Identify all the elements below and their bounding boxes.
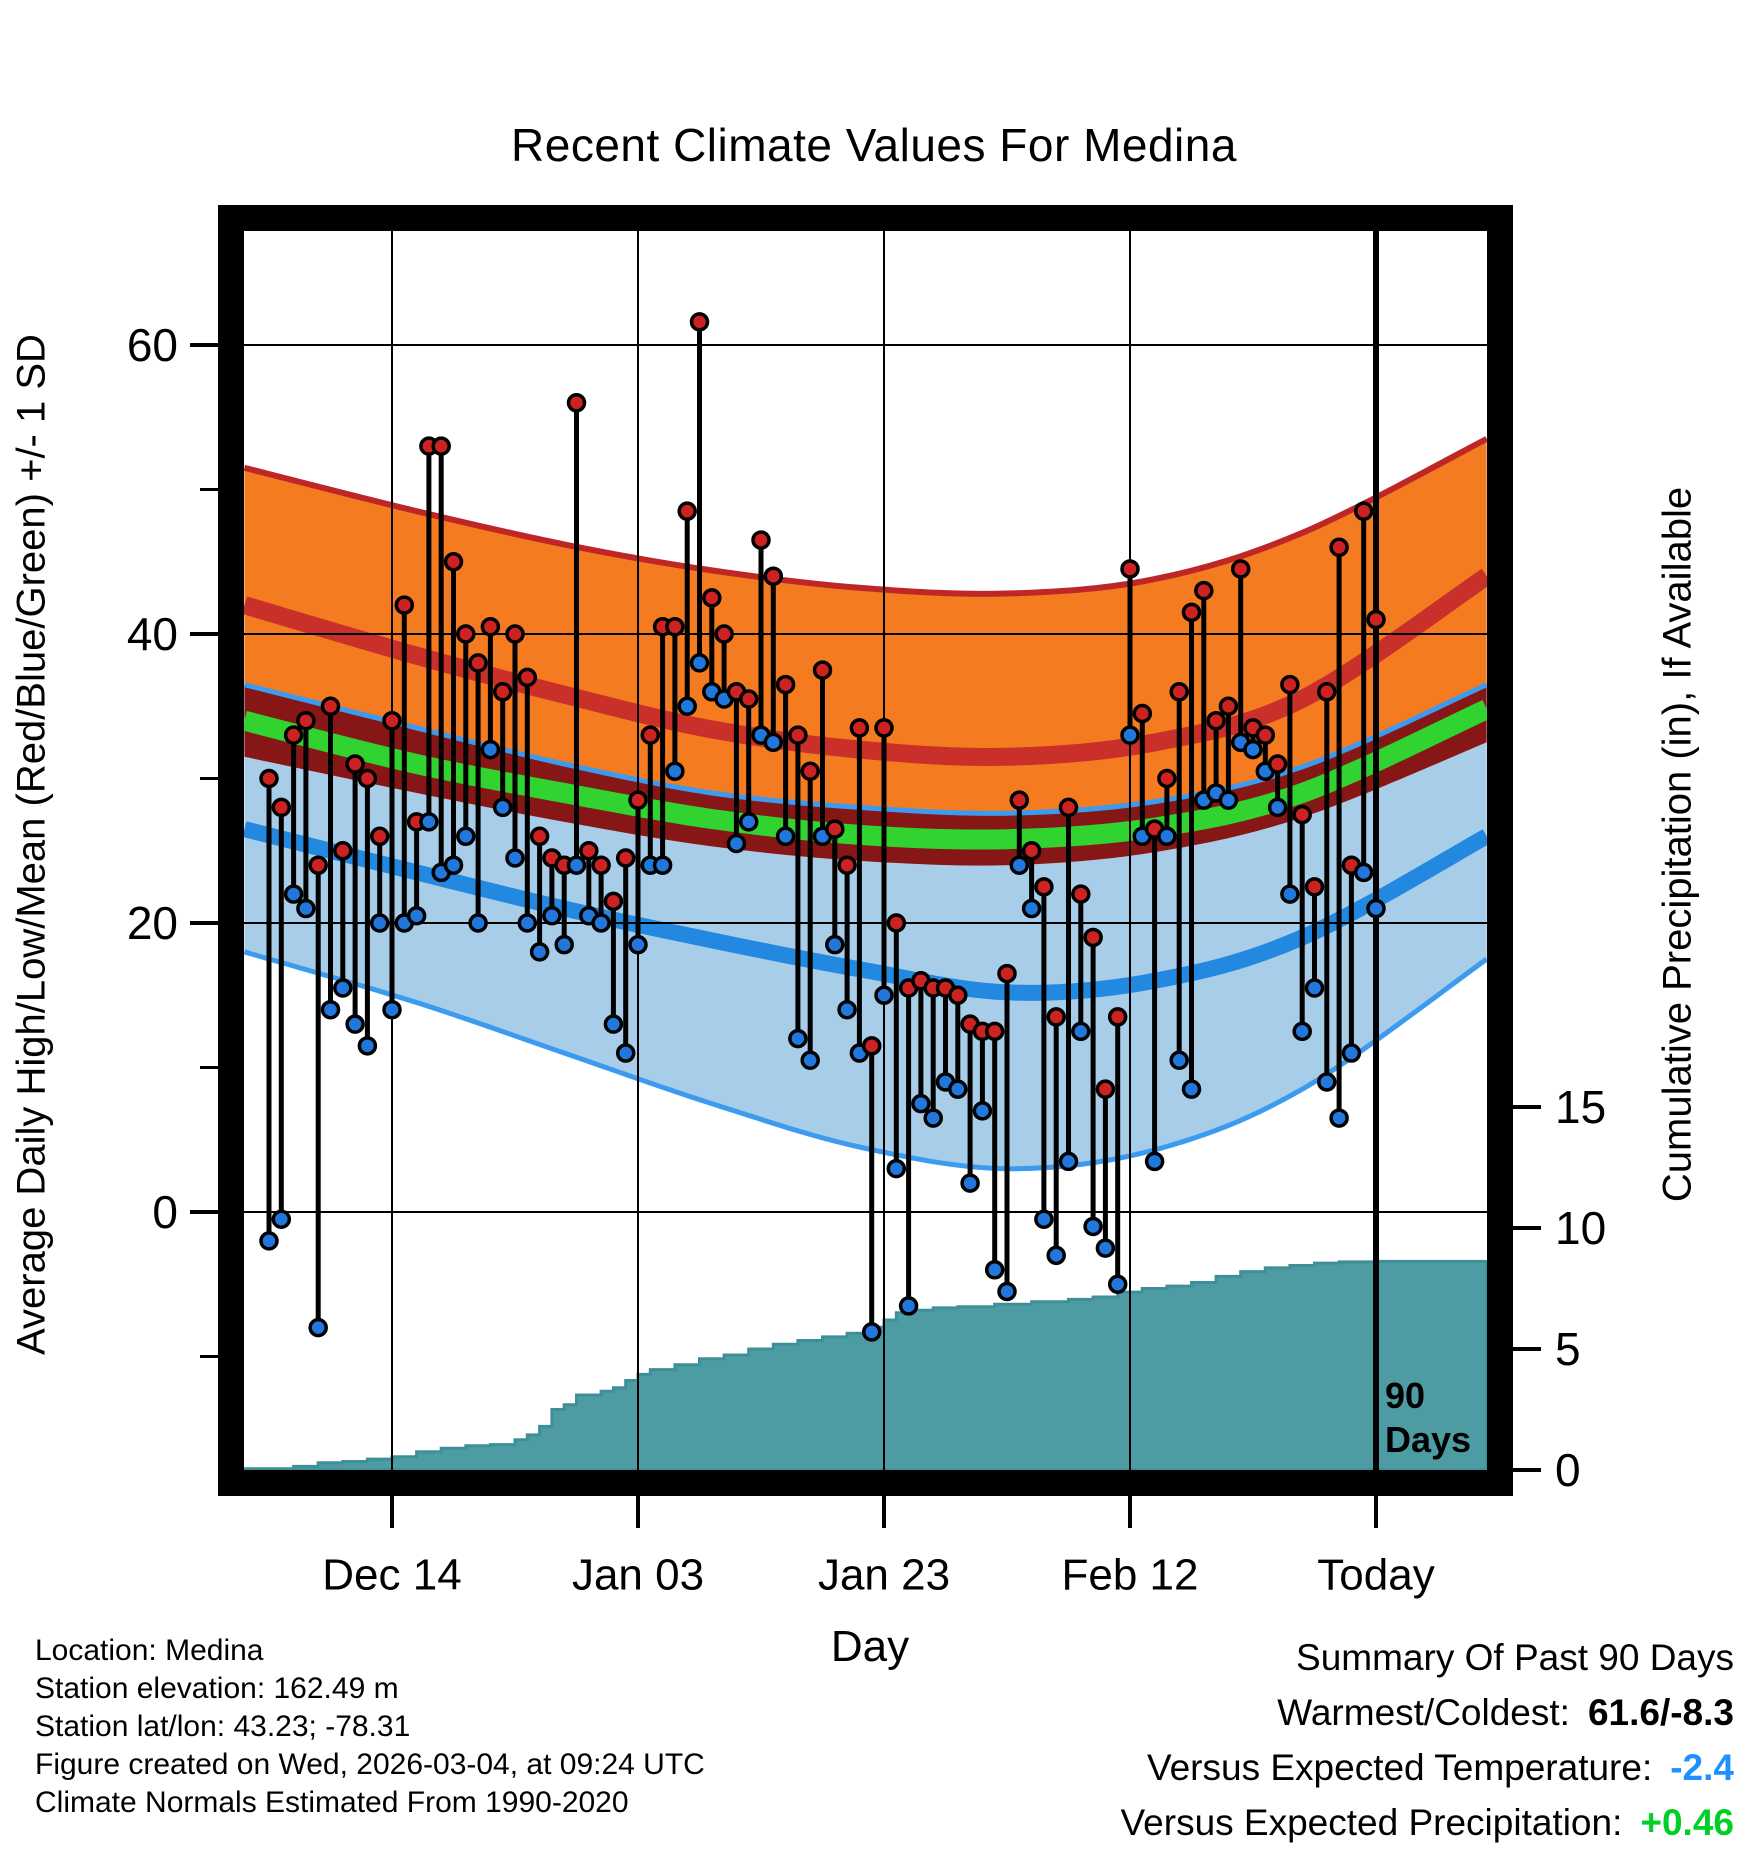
low-dot-day-3 [286, 886, 302, 902]
ninety-days-line2: Days [1385, 1419, 1472, 1460]
low-dot-day-65 [1048, 1247, 1064, 1263]
low-dot-day-50 [864, 1324, 880, 1340]
low-dot-day-8 [347, 1016, 363, 1032]
bottom-tick-label-Feb-12: Feb 12 [1061, 1550, 1199, 1600]
low-dot-day-7 [335, 980, 351, 996]
low-dot-day-40 [741, 814, 757, 830]
high-dot-day-26 [569, 395, 585, 411]
high-dot-day-50 [864, 1038, 880, 1054]
high-dot-day-46 [815, 662, 831, 678]
right-tick-label-15: 15 [1555, 1081, 1607, 1133]
left-tick-label-60: 60 [126, 319, 178, 371]
high-dot-day-47 [827, 821, 843, 837]
high-dot-day-66 [1061, 799, 1077, 815]
low-dot-day-39 [728, 836, 744, 852]
high-dot-day-74 [1159, 771, 1175, 787]
high-dot-day-40 [741, 691, 757, 707]
left-tick-label-40: 40 [126, 608, 178, 660]
summary-vs-temperature-value: -2.4 [1670, 1747, 1734, 1788]
low-dot-day-60 [987, 1262, 1003, 1278]
footer-elevation: Station elevation: 162.49 m [35, 1672, 399, 1705]
low-dot-day-16 [446, 857, 462, 873]
high-dot-day-49 [851, 720, 867, 736]
low-dot-day-91 [1368, 901, 1384, 917]
right-tick-label-10: 10 [1555, 1202, 1607, 1254]
low-dot-day-52 [888, 1161, 904, 1177]
high-dot-day-82 [1257, 727, 1273, 743]
summary-vs-temperature-label: Versus Expected Temperature: [1146, 1747, 1653, 1788]
high-dot-day-83 [1270, 756, 1286, 772]
high-dot-day-9 [359, 771, 375, 787]
high-dot-day-75 [1171, 684, 1187, 700]
low-dot-day-9 [359, 1038, 375, 1054]
low-dot-day-1 [261, 1233, 277, 1249]
high-dot-day-44 [790, 727, 806, 743]
low-dot-day-86 [1307, 980, 1323, 996]
high-dot-day-77 [1196, 583, 1212, 599]
low-dot-day-44 [790, 1031, 806, 1047]
high-dot-day-23 [532, 828, 548, 844]
high-dot-day-4 [298, 713, 314, 729]
high-dot-day-7 [335, 843, 351, 859]
high-dot-day-88 [1331, 539, 1347, 555]
summary-vs-precipitation-value: +0.46 [1640, 1802, 1734, 1843]
low-dot-day-23 [532, 944, 548, 960]
low-dot-day-19 [482, 742, 498, 758]
high-dot-day-5 [310, 857, 326, 873]
low-dot-day-18 [470, 915, 486, 931]
bottom-tick-label-Jan-23: Jan 23 [817, 1550, 951, 1600]
high-dot-day-57 [950, 987, 966, 1003]
high-dot-day-85 [1294, 807, 1310, 823]
footer-latlon: Station lat/lon: 43.23; -78.31 [35, 1710, 411, 1743]
summary-vs-precipitation [1121, 1795, 1734, 1850]
high-dot-day-32 [642, 727, 658, 743]
low-dot-day-71 [1122, 727, 1138, 743]
high-dot-day-41 [753, 532, 769, 548]
summary-warmest-coldest-value: 61.6/-8.3 [1587, 1692, 1734, 1733]
low-dot-day-84 [1282, 886, 1298, 902]
low-dot-day-88 [1331, 1110, 1347, 1126]
low-dot-day-6 [323, 1002, 339, 1018]
low-dot-day-43 [778, 828, 794, 844]
ninety-days-line1: 90 [1385, 1375, 1426, 1416]
low-dot-day-14 [421, 814, 437, 830]
low-dot-day-20 [495, 799, 511, 815]
low-dot-day-79 [1220, 792, 1236, 808]
low-dot-day-48 [839, 1002, 855, 1018]
high-dot-day-30 [618, 850, 634, 866]
low-dot-day-22 [519, 915, 535, 931]
high-dot-day-86 [1307, 879, 1323, 895]
low-dot-day-26 [569, 857, 585, 873]
low-dot-day-4 [298, 901, 314, 917]
low-dot-day-69 [1097, 1240, 1113, 1256]
low-dot-day-51 [876, 987, 892, 1003]
high-dot-day-60 [987, 1023, 1003, 1039]
low-dot-day-25 [556, 937, 572, 953]
low-dot-day-45 [802, 1052, 818, 1068]
high-dot-day-17 [458, 626, 474, 642]
page-title: Recent Climate Values For Medina [511, 119, 1237, 171]
high-dot-day-42 [765, 568, 781, 584]
low-dot-day-35 [679, 698, 695, 714]
low-dot-day-81 [1245, 742, 1261, 758]
right-tick-label-0: 0 [1555, 1444, 1581, 1496]
low-dot-day-13 [409, 908, 425, 924]
low-dot-day-28 [593, 915, 609, 931]
high-dot-day-2 [273, 799, 289, 815]
high-dot-day-35 [679, 503, 695, 519]
high-dot-day-19 [482, 619, 498, 635]
low-dot-day-85 [1294, 1023, 1310, 1039]
cumulative-precip-area [244, 1261, 1487, 1470]
low-dot-day-73 [1147, 1153, 1163, 1169]
left-tick-label-20: 20 [126, 897, 178, 949]
footer-created: Figure created on Wed, 2026-03-04, at 09:24 UTC [35, 1748, 705, 1781]
high-dot-day-21 [507, 626, 523, 642]
low-dot-day-76 [1184, 1081, 1200, 1097]
low-dot-day-30 [618, 1045, 634, 1061]
left-tick-label-0: 0 [152, 1186, 178, 1238]
high-dot-day-12 [396, 597, 412, 613]
high-dot-day-87 [1319, 684, 1335, 700]
summary-vs-precipitation-label: Versus Expected Precipitation: [1120, 1802, 1623, 1843]
high-dot-day-18 [470, 655, 486, 671]
low-dot-day-11 [384, 1002, 400, 1018]
high-dot-day-10 [372, 828, 388, 844]
low-dot-day-61 [999, 1283, 1015, 1299]
low-dot-day-31 [630, 937, 646, 953]
low-dot-day-36 [692, 655, 708, 671]
x-axis-title: Day [830, 1622, 910, 1671]
low-dot-day-42 [765, 734, 781, 750]
high-dot-day-31 [630, 792, 646, 808]
low-dot-day-55 [925, 1110, 941, 1126]
precip-step-area [244, 1261, 1487, 1470]
low-dot-day-75 [1171, 1052, 1187, 1068]
high-dot-day-1 [261, 771, 277, 787]
high-dot-day-76 [1184, 604, 1200, 620]
low-dot-day-59 [974, 1103, 990, 1119]
summary-warmest-coldest [1121, 1685, 1734, 1740]
high-dot-day-68 [1085, 929, 1101, 945]
high-dot-day-90 [1356, 503, 1372, 519]
bottom-tick-label-Dec-14: Dec 14 [322, 1550, 462, 1600]
high-dot-day-27 [581, 843, 597, 859]
high-dot-day-67 [1073, 886, 1089, 902]
high-dot-day-38 [716, 626, 732, 642]
high-dot-day-28 [593, 857, 609, 873]
high-dot-day-61 [999, 966, 1015, 982]
low-dot-day-63 [1024, 901, 1040, 917]
low-dot-day-70 [1110, 1276, 1126, 1292]
low-dot-day-64 [1036, 1211, 1052, 1227]
low-dot-day-34 [667, 763, 683, 779]
high-dot-day-11 [384, 713, 400, 729]
high-dot-day-36 [692, 314, 708, 330]
low-dot-day-58 [962, 1175, 978, 1191]
high-dot-day-3 [286, 727, 302, 743]
high-dot-day-69 [1097, 1081, 1113, 1097]
low-dot-day-68 [1085, 1218, 1101, 1234]
high-dot-day-52 [888, 915, 904, 931]
high-dot-day-91 [1368, 612, 1384, 628]
summary-block [1121, 1630, 1734, 1850]
low-dot-day-54 [913, 1096, 929, 1112]
low-dot-day-62 [1011, 857, 1027, 873]
low-dot-day-74 [1159, 828, 1175, 844]
high-dot-day-78 [1208, 713, 1224, 729]
high-dot-day-45 [802, 763, 818, 779]
high-dot-day-80 [1233, 561, 1249, 577]
low-dot-day-5 [310, 1320, 326, 1336]
high-dot-day-65 [1048, 1009, 1064, 1025]
summary-title: Summary Of Past 90 Days [1296, 1637, 1734, 1678]
high-dot-day-6 [323, 698, 339, 714]
station-info-block [35, 1632, 705, 1822]
high-dot-day-51 [876, 720, 892, 736]
high-dot-day-62 [1011, 792, 1027, 808]
low-dot-day-53 [901, 1298, 917, 1314]
summary-warmest-coldest-label: Warmest/Coldest: [1277, 1692, 1570, 1733]
high-dot-day-64 [1036, 879, 1052, 895]
low-dot-day-57 [950, 1081, 966, 1097]
low-dot-day-90 [1356, 864, 1372, 880]
left-axis-title: Average Daily High/Low/Mean (Red/Blue/Green) +/- 1 SD [9, 334, 54, 1355]
summary-vs-temperature [1121, 1740, 1734, 1795]
high-dot-day-43 [778, 677, 794, 693]
low-dot-day-83 [1270, 799, 1286, 815]
low-dot-day-87 [1319, 1074, 1335, 1090]
high-dot-day-84 [1282, 677, 1298, 693]
low-dot-day-67 [1073, 1023, 1089, 1039]
high-dot-day-8 [347, 756, 363, 772]
low-dot-day-24 [544, 908, 560, 924]
high-dot-day-29 [605, 893, 621, 909]
high-dot-day-72 [1134, 705, 1150, 721]
low-dot-day-29 [605, 1016, 621, 1032]
right-tick-label-5: 5 [1555, 1323, 1581, 1375]
low-dot-day-17 [458, 828, 474, 844]
high-dot-day-79 [1220, 698, 1236, 714]
low-dot-day-66 [1061, 1153, 1077, 1169]
high-dot-day-37 [704, 590, 720, 606]
low-dot-day-47 [827, 937, 843, 953]
high-dot-day-70 [1110, 1009, 1126, 1025]
high-dot-day-22 [519, 669, 535, 685]
low-dot-day-33 [655, 857, 671, 873]
bottom-tick-label-Jan-03: Jan 03 [571, 1550, 705, 1600]
high-dot-day-15 [433, 438, 449, 454]
high-dot-day-34 [667, 619, 683, 635]
high-dot-day-16 [446, 554, 462, 570]
high-dot-day-20 [495, 684, 511, 700]
high-dot-day-48 [839, 857, 855, 873]
footer-location: Location: Medina [35, 1634, 264, 1667]
high-dot-day-63 [1024, 843, 1040, 859]
low-dot-day-2 [273, 1211, 289, 1227]
bottom-tick-label-Today: Today [1317, 1550, 1435, 1600]
low-dot-day-21 [507, 850, 523, 866]
right-axis-title: Cumulative Precipitation (in), If Available [1655, 486, 1700, 1203]
high-dot-day-71 [1122, 561, 1138, 577]
low-dot-day-89 [1343, 1045, 1359, 1061]
low-dot-day-10 [372, 915, 388, 931]
footer-normals: Climate Normals Estimated From 1990-2020 [35, 1786, 629, 1819]
